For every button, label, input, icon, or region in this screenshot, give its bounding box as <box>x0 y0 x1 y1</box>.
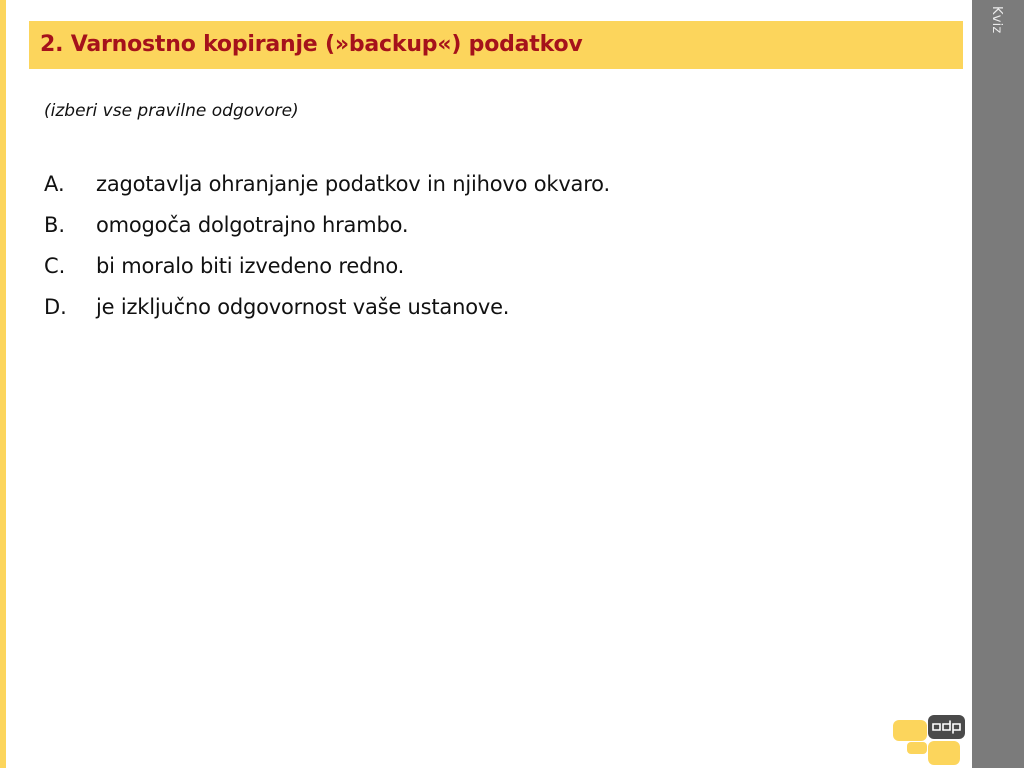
answer-text: zagotavlja ohranjanje podatkov in njihovo okvaro. <box>96 172 610 196</box>
logo-block <box>907 742 927 754</box>
logo-block <box>893 720 927 741</box>
right-sidebar <box>972 0 1024 768</box>
answer-letter: C. <box>44 254 66 278</box>
answer-option-a <box>44 164 944 205</box>
adp-logo-icon <box>893 715 965 765</box>
answer-letter: A. <box>44 172 65 196</box>
logo-block <box>928 741 960 765</box>
answer-option-c <box>44 246 944 287</box>
answer-list <box>44 164 944 328</box>
left-accent-stripe <box>0 0 6 768</box>
answer-letter: D. <box>44 295 67 319</box>
answer-text: je izključno odgovornost vaše ustanove. <box>96 295 510 319</box>
sidebar-section-label: Kviz <box>989 6 1004 34</box>
answer-letter: B. <box>44 213 66 237</box>
answer-option-b <box>44 205 944 246</box>
logo-block <box>928 715 965 739</box>
answer-option-d <box>44 287 944 328</box>
answer-text: omogoča dolgotrajno hrambo. <box>96 213 409 237</box>
title-bar <box>29 21 963 69</box>
slide-title: 2. Varnostno kopiranje (»backup«) podatkov <box>40 32 583 57</box>
logo-glyph-icon <box>928 715 965 739</box>
instruction-text: (izberi vse pravilne odgovore) <box>44 101 299 121</box>
answer-text: bi moralo biti izvedeno redno. <box>96 254 405 278</box>
